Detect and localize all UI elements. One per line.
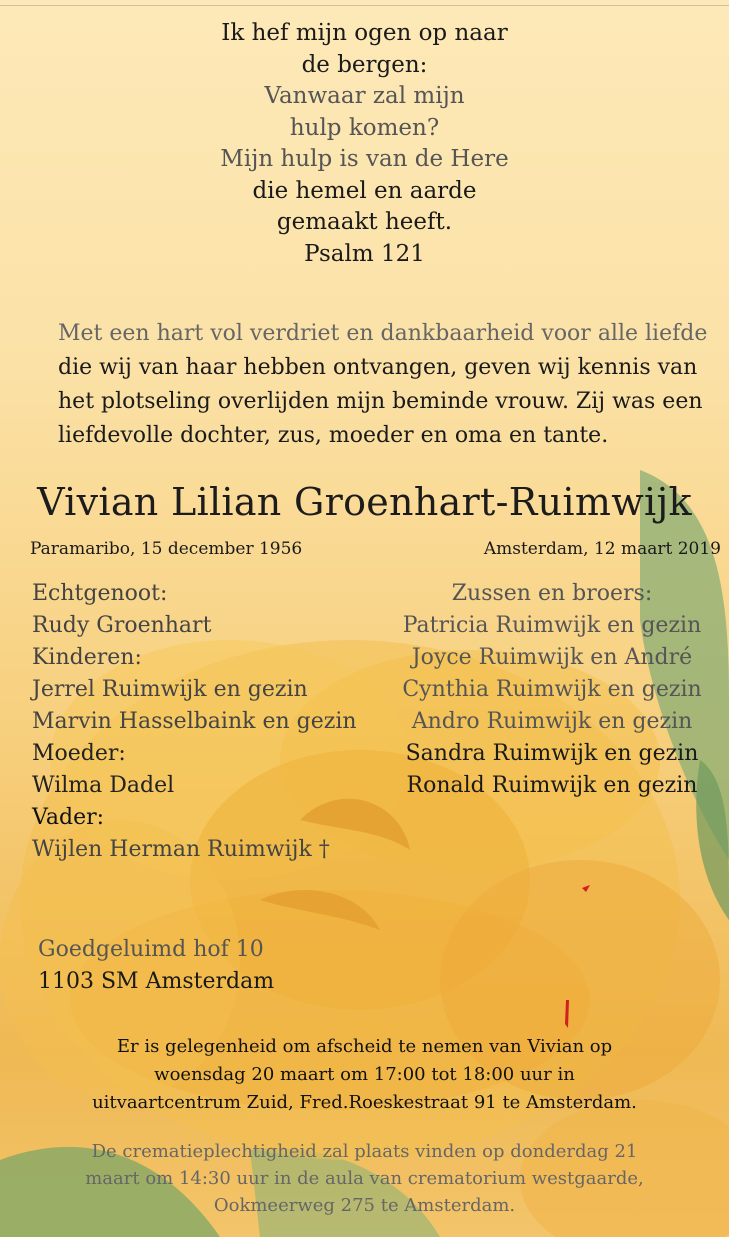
family-member: Wijlen Herman Ruimwijk †: [32, 837, 330, 862]
cremation-info: [0, 1138, 729, 1219]
family-label: Zussen en broers:: [451, 581, 653, 606]
family-list-left: [32, 578, 357, 866]
poem-line: hulp komen?: [289, 114, 440, 141]
family-label: Vader:: [32, 805, 105, 830]
family-member: Sandra Ruimwijk en gezin: [405, 741, 699, 766]
family-member: Wilma Dadel: [32, 773, 175, 798]
poem-line: gemaakt heeft.: [276, 209, 453, 235]
correspondence-address: [38, 934, 274, 998]
family-label: Kinderen:: [32, 645, 142, 670]
family-member: Patricia Ruimwijk en gezin: [402, 613, 702, 638]
family-member: Andro Ruimwijk en gezin: [411, 709, 693, 734]
family-label: Moeder:: [32, 741, 126, 766]
deceased-name: Vivian Lilian Groenhart-Ruimwijk: [37, 480, 692, 524]
family-member: Ronald Ruimwijk en gezin: [406, 773, 698, 798]
cremation-line: Ookmeerweg 275 te Amsterdam.: [213, 1195, 516, 1216]
family-member: Rudy Groenhart: [32, 613, 212, 638]
farewell-info: [0, 1033, 729, 1117]
poem-line: die hemel en aarde: [252, 177, 477, 204]
family-member: Jerrel Ruimwijk en gezin: [32, 677, 308, 702]
farewell-line: uitvaartcentrum Zuid, Fred.Roeskestraat 91 te Amsterdam.: [92, 1092, 637, 1113]
poem-line: Vanwaar zal mijn: [264, 83, 465, 109]
family-member: Cynthia Ruimwijk en gezin: [402, 677, 702, 702]
cremation-line: De crematieplechtigheid zal plaats vinden op donderdag 21: [91, 1141, 638, 1162]
farewell-line: woensdag 20 maart om 17:00 tot 18:00 uur in: [154, 1064, 575, 1085]
poem-line: Ik hef mijn ogen op naar: [221, 20, 508, 46]
intro-line: liefdevolle dochter, zus, moeder en oma en tante.: [58, 423, 609, 448]
family-list-right: [387, 578, 717, 802]
family-member: Marvin Hasselbaink en gezin: [32, 709, 357, 734]
farewell-line: Er is gelegenheid om afscheid te nemen van Vivian op: [116, 1036, 613, 1057]
intro-line: Met een hart vol verdriet en dankbaarheid voor alle liefde: [58, 321, 708, 346]
poem-reference: Psalm 121: [304, 240, 425, 267]
intro-line: het plotseling overlijden mijn beminde vrouw. Zij was een: [58, 389, 703, 414]
death-place-date: Amsterdam, 12 maart 2019: [483, 539, 721, 559]
poem-line: Mijn hulp is van de Here: [220, 146, 509, 172]
psalm-verse: [0, 18, 729, 270]
family-member: Joyce Ruimwijk en André: [411, 645, 693, 670]
family-label: Echtgenoot:: [32, 581, 168, 606]
poem-line: de bergen:: [301, 51, 428, 78]
intro-line: die wij van haar hebben ontvangen, geven wij kennis van: [58, 355, 698, 380]
announcement-text: [58, 317, 728, 453]
cremation-line: maart om 14:30 uur in de aula van crematorium westgaarde,: [85, 1168, 644, 1189]
birth-place-date: Paramaribo, 15 december 1956: [30, 539, 303, 559]
address-city: 1103 SM Amsterdam: [38, 969, 275, 994]
address-street: Goedgeluimd hof 10: [38, 937, 264, 962]
